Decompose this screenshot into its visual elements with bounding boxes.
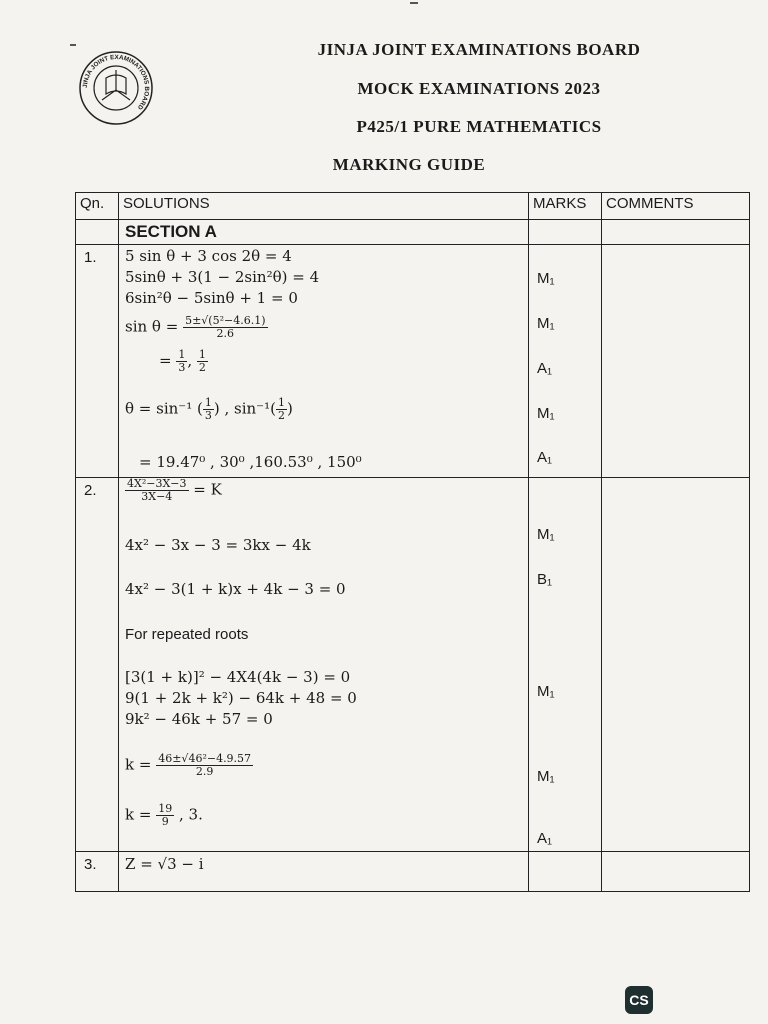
solution-text: sin θ = <box>125 317 179 336</box>
header <box>0 0 768 185</box>
numerator: 1 <box>178 348 186 361</box>
question-1-row <box>76 245 750 478</box>
solution-cell <box>119 478 529 852</box>
fraction <box>183 315 267 340</box>
solution-text: k = <box>125 755 152 774</box>
solution-line: 4x² − 3(1 + k)x + 4k − 3 = 0 <box>125 580 346 598</box>
col-solutions: SOLUTIONS <box>119 193 529 220</box>
solution-line: 5 sin θ + 3 cos 2θ = 4 <box>125 247 292 265</box>
fraction <box>156 803 174 828</box>
section-row <box>76 220 750 245</box>
denominator: 2 <box>277 409 285 422</box>
col-marks: MARKS <box>529 193 602 220</box>
mark: M₁ <box>537 405 555 422</box>
numerator: 19 <box>158 802 173 815</box>
table-header-row <box>76 193 750 220</box>
solution-line <box>125 315 268 340</box>
denominator: 2.9 <box>195 765 214 778</box>
marking-table <box>75 192 750 892</box>
denominator: 2 <box>198 361 206 374</box>
solution-text: θ = sin⁻¹ <box>125 399 193 418</box>
exam-title: MOCK EXAMINATIONS 2023 <box>357 79 601 98</box>
solution-line: 4x² − 3x − 3 = 3kx − 4k <box>125 536 311 554</box>
paper-title: P425/1 PURE MATHEMATICS <box>356 117 602 136</box>
fraction <box>203 397 214 422</box>
denominator: 3 <box>178 361 186 374</box>
logo-text: JINJA JOINT EXAMINATIONS BOARD <box>81 53 151 111</box>
solution-line: For repeated roots <box>125 626 249 643</box>
numerator: 4X²−3X−3 <box>127 477 187 490</box>
question-number: 2. <box>76 478 119 852</box>
solution-line: 6sin²θ − 5sinθ + 1 = 0 <box>125 289 298 307</box>
mark: A₁ <box>537 449 553 466</box>
mark: B₁ <box>537 571 553 588</box>
marks-cell <box>529 245 602 478</box>
mark: A₁ <box>537 360 553 377</box>
scan-mark <box>70 44 76 46</box>
fraction <box>276 397 287 422</box>
numerator: 1 <box>277 396 285 409</box>
col-comments: COMMENTS <box>602 193 750 220</box>
solution-line: θ = sin⁻¹ ( $\frac{1}{3}$ ) , sin⁻¹( $\frac{1}{2}$ ) <box>125 396 293 422</box>
numerator: 1 <box>204 396 212 409</box>
comments-cell <box>602 852 750 892</box>
comments-cell <box>602 245 750 478</box>
solution-text: = K <box>193 480 222 499</box>
solution-cell <box>119 852 529 892</box>
mark: M₁ <box>537 315 555 332</box>
denominator: 9 <box>161 815 169 828</box>
solution-line: [3(1 + k)]² − 4X4(4k − 3) = 0 <box>125 668 351 686</box>
document-title: MARKING GUIDE <box>332 155 486 174</box>
section-title: SECTION A <box>119 220 529 245</box>
mark: M₁ <box>537 526 555 543</box>
marks-cell <box>529 852 602 892</box>
solution-line: = $\frac{1}{3}$ , $\frac{1}{2}$ <box>159 348 206 374</box>
denominator: 2.6 <box>216 327 235 340</box>
solution-text: = <box>159 351 172 370</box>
board-title: JINJA JOINT EXAMINATIONS BOARD <box>317 40 641 59</box>
denominator: 3X−4 <box>141 490 173 503</box>
solution-line: 9k² − 46k + 57 = 0 <box>125 710 273 728</box>
solution-text: , 3. <box>179 805 203 824</box>
question-3-row <box>76 852 750 892</box>
solution-line: 9(1 + 2k + k²) − 64k + 48 = 0 <box>125 689 357 707</box>
solution-line: = 19.47⁰ , 30⁰ ,160.53⁰ , 150⁰ <box>139 453 362 471</box>
solution-text: k = <box>125 805 152 824</box>
fraction <box>176 349 187 374</box>
scan-mark <box>410 2 418 4</box>
numerator: 46±√46²−4.9.57 <box>158 752 252 765</box>
question-number: 1. <box>76 245 119 478</box>
denominator: 3 <box>204 409 212 422</box>
mark: A₁ <box>537 830 553 847</box>
fraction <box>156 753 253 778</box>
numerator: 1 <box>198 348 206 361</box>
fraction <box>125 478 189 503</box>
solution-line <box>125 478 222 503</box>
camscanner-badge: CS <box>625 986 653 1014</box>
question-number: 3. <box>76 852 119 892</box>
solution-line: Z = √3 − i <box>125 855 204 873</box>
solution-line <box>125 803 203 828</box>
question-2-row <box>76 478 750 852</box>
comments-cell <box>602 478 750 852</box>
mark: M₁ <box>537 683 555 700</box>
mark: M₁ <box>537 768 555 785</box>
numerator: 5±√(5²−4.6.1) <box>185 314 266 327</box>
solution-line: 5sinθ + 3(1 − 2sin²θ) = 4 <box>125 268 320 286</box>
solution-line <box>125 753 253 778</box>
fraction <box>197 349 208 374</box>
marks-cell <box>529 478 602 852</box>
solution-cell <box>119 245 529 478</box>
col-qn: Qn. <box>76 193 119 220</box>
solution-text: , sin⁻¹ <box>224 399 271 418</box>
mark: M₁ <box>537 270 555 287</box>
